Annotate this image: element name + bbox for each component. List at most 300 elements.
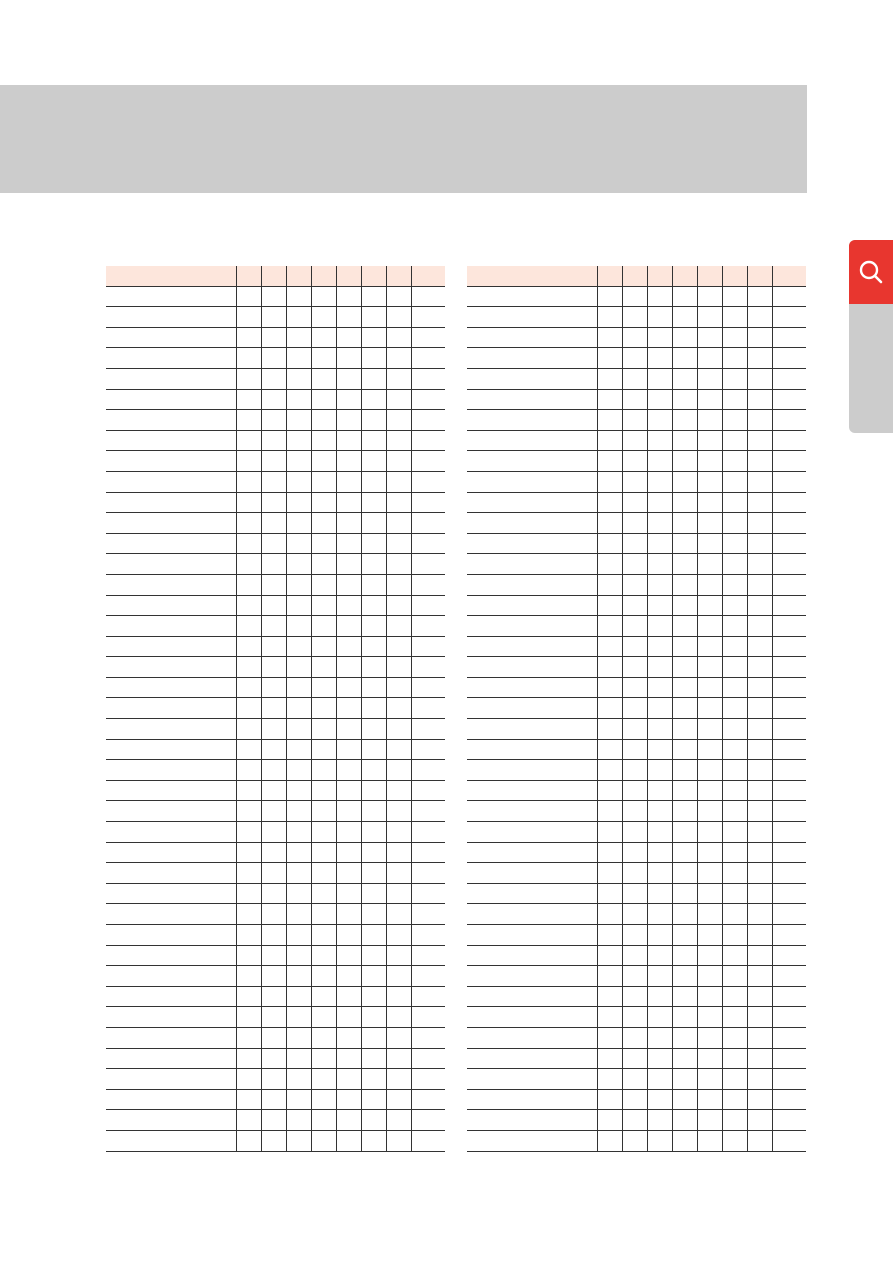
check-cell[interactable] <box>622 677 647 698</box>
check-cell[interactable] <box>672 389 697 410</box>
check-cell[interactable] <box>722 1110 747 1131</box>
search-tab[interactable] <box>849 240 893 304</box>
check-cell[interactable] <box>386 863 411 884</box>
check-cell[interactable] <box>772 822 806 843</box>
check-cell[interactable] <box>747 554 772 575</box>
check-cell[interactable] <box>336 760 361 781</box>
check-cell[interactable] <box>311 636 336 657</box>
check-cell[interactable] <box>747 574 772 595</box>
check-cell[interactable] <box>597 636 622 657</box>
check-cell[interactable] <box>622 822 647 843</box>
check-cell[interactable] <box>647 760 672 781</box>
check-cell[interactable] <box>622 760 647 781</box>
check-cell[interactable] <box>672 1089 697 1110</box>
check-cell[interactable] <box>236 822 261 843</box>
item-cell[interactable] <box>467 574 597 595</box>
check-cell[interactable] <box>647 986 672 1007</box>
check-cell[interactable] <box>622 348 647 369</box>
check-cell[interactable] <box>622 513 647 534</box>
check-cell[interactable] <box>236 1027 261 1048</box>
item-cell[interactable] <box>106 801 236 822</box>
check-cell[interactable] <box>597 348 622 369</box>
item-cell[interactable] <box>467 780 597 801</box>
check-cell[interactable] <box>622 698 647 719</box>
check-cell[interactable] <box>311 533 336 554</box>
check-cell[interactable] <box>672 739 697 760</box>
item-cell[interactable] <box>106 904 236 925</box>
item-cell[interactable] <box>467 368 597 389</box>
check-cell[interactable] <box>772 492 806 513</box>
check-cell[interactable] <box>697 863 722 884</box>
check-cell[interactable] <box>286 327 311 348</box>
check-cell[interactable] <box>261 883 286 904</box>
check-cell[interactable] <box>336 739 361 760</box>
check-cell[interactable] <box>286 307 311 328</box>
check-cell[interactable] <box>361 1089 386 1110</box>
item-cell[interactable] <box>106 471 236 492</box>
check-cell[interactable] <box>386 410 411 431</box>
check-cell[interactable] <box>236 677 261 698</box>
check-cell[interactable] <box>747 1027 772 1048</box>
check-cell[interactable] <box>747 410 772 431</box>
item-cell[interactable] <box>467 801 597 822</box>
check-cell[interactable] <box>697 492 722 513</box>
check-cell[interactable] <box>386 430 411 451</box>
check-cell[interactable] <box>411 1130 445 1151</box>
check-cell[interactable] <box>597 904 622 925</box>
check-cell[interactable] <box>236 698 261 719</box>
item-cell[interactable] <box>467 636 597 657</box>
check-cell[interactable] <box>622 327 647 348</box>
check-cell[interactable] <box>772 760 806 781</box>
check-cell[interactable] <box>697 368 722 389</box>
check-cell[interactable] <box>722 966 747 987</box>
check-cell[interactable] <box>286 657 311 678</box>
check-cell[interactable] <box>411 966 445 987</box>
item-cell[interactable] <box>106 616 236 637</box>
check-cell[interactable] <box>722 780 747 801</box>
check-cell[interactable] <box>336 1069 361 1090</box>
check-cell[interactable] <box>286 595 311 616</box>
check-cell[interactable] <box>336 863 361 884</box>
check-cell[interactable] <box>261 471 286 492</box>
check-cell[interactable] <box>672 533 697 554</box>
check-cell[interactable] <box>747 430 772 451</box>
check-cell[interactable] <box>697 677 722 698</box>
check-cell[interactable] <box>772 1027 806 1048</box>
check-cell[interactable] <box>261 410 286 431</box>
check-cell[interactable] <box>361 471 386 492</box>
check-cell[interactable] <box>411 719 445 740</box>
check-cell[interactable] <box>747 513 772 534</box>
check-cell[interactable] <box>261 801 286 822</box>
check-cell[interactable] <box>386 945 411 966</box>
check-cell[interactable] <box>672 451 697 472</box>
check-cell[interactable] <box>311 410 336 431</box>
item-cell[interactable] <box>106 966 236 987</box>
check-cell[interactable] <box>622 368 647 389</box>
check-cell[interactable] <box>747 842 772 863</box>
check-cell[interactable] <box>336 1048 361 1069</box>
check-cell[interactable] <box>622 1007 647 1028</box>
item-cell[interactable] <box>467 760 597 781</box>
check-cell[interactable] <box>361 554 386 575</box>
item-cell[interactable] <box>106 327 236 348</box>
check-cell[interactable] <box>261 554 286 575</box>
check-cell[interactable] <box>361 904 386 925</box>
check-cell[interactable] <box>261 307 286 328</box>
check-cell[interactable] <box>411 1048 445 1069</box>
check-cell[interactable] <box>386 780 411 801</box>
check-cell[interactable] <box>261 925 286 946</box>
check-cell[interactable] <box>411 595 445 616</box>
item-cell[interactable] <box>106 368 236 389</box>
item-cell[interactable] <box>106 698 236 719</box>
check-cell[interactable] <box>236 904 261 925</box>
check-cell[interactable] <box>747 719 772 740</box>
check-cell[interactable] <box>672 574 697 595</box>
check-cell[interactable] <box>311 966 336 987</box>
check-cell[interactable] <box>311 574 336 595</box>
check-cell[interactable] <box>722 657 747 678</box>
check-cell[interactable] <box>261 348 286 369</box>
check-cell[interactable] <box>597 719 622 740</box>
item-cell[interactable] <box>467 616 597 637</box>
item-cell[interactable] <box>106 863 236 884</box>
check-cell[interactable] <box>236 307 261 328</box>
item-cell[interactable] <box>106 945 236 966</box>
check-cell[interactable] <box>286 801 311 822</box>
check-cell[interactable] <box>411 410 445 431</box>
check-cell[interactable] <box>597 657 622 678</box>
check-cell[interactable] <box>411 677 445 698</box>
check-cell[interactable] <box>597 451 622 472</box>
check-cell[interactable] <box>261 904 286 925</box>
check-cell[interactable] <box>411 574 445 595</box>
item-cell[interactable] <box>467 1007 597 1028</box>
check-cell[interactable] <box>772 410 806 431</box>
check-cell[interactable] <box>772 554 806 575</box>
check-cell[interactable] <box>672 513 697 534</box>
check-cell[interactable] <box>597 1007 622 1028</box>
check-cell[interactable] <box>722 842 747 863</box>
item-cell[interactable] <box>106 1130 236 1151</box>
check-cell[interactable] <box>747 677 772 698</box>
check-cell[interactable] <box>647 595 672 616</box>
check-cell[interactable] <box>336 801 361 822</box>
item-cell[interactable] <box>106 1027 236 1048</box>
check-cell[interactable] <box>647 719 672 740</box>
item-cell[interactable] <box>467 719 597 740</box>
check-cell[interactable] <box>672 1069 697 1090</box>
check-cell[interactable] <box>336 554 361 575</box>
check-cell[interactable] <box>647 574 672 595</box>
check-cell[interactable] <box>647 451 672 472</box>
check-cell[interactable] <box>597 1130 622 1151</box>
check-cell[interactable] <box>697 451 722 472</box>
item-cell[interactable] <box>467 513 597 534</box>
check-cell[interactable] <box>622 636 647 657</box>
check-cell[interactable] <box>311 348 336 369</box>
check-cell[interactable] <box>236 348 261 369</box>
check-cell[interactable] <box>722 1130 747 1151</box>
check-cell[interactable] <box>386 307 411 328</box>
item-cell[interactable] <box>467 1089 597 1110</box>
check-cell[interactable] <box>697 822 722 843</box>
check-cell[interactable] <box>311 883 336 904</box>
check-cell[interactable] <box>622 657 647 678</box>
check-cell[interactable] <box>672 986 697 1007</box>
check-cell[interactable] <box>672 1048 697 1069</box>
check-cell[interactable] <box>261 698 286 719</box>
check-cell[interactable] <box>722 430 747 451</box>
check-cell[interactable] <box>411 945 445 966</box>
check-cell[interactable] <box>261 389 286 410</box>
check-cell[interactable] <box>697 657 722 678</box>
check-cell[interactable] <box>286 1130 311 1151</box>
check-cell[interactable] <box>622 471 647 492</box>
item-cell[interactable] <box>467 1130 597 1151</box>
check-cell[interactable] <box>597 945 622 966</box>
check-cell[interactable] <box>622 842 647 863</box>
check-cell[interactable] <box>722 698 747 719</box>
check-cell[interactable] <box>622 739 647 760</box>
check-cell[interactable] <box>772 863 806 884</box>
check-cell[interactable] <box>622 616 647 637</box>
check-cell[interactable] <box>722 410 747 431</box>
check-cell[interactable] <box>361 286 386 307</box>
check-cell[interactable] <box>236 986 261 1007</box>
item-cell[interactable] <box>106 286 236 307</box>
check-cell[interactable] <box>311 863 336 884</box>
check-cell[interactable] <box>697 986 722 1007</box>
check-cell[interactable] <box>672 1110 697 1131</box>
check-cell[interactable] <box>336 883 361 904</box>
check-cell[interactable] <box>597 1069 622 1090</box>
check-cell[interactable] <box>597 533 622 554</box>
check-cell[interactable] <box>286 533 311 554</box>
check-cell[interactable] <box>336 1007 361 1028</box>
check-cell[interactable] <box>311 945 336 966</box>
check-cell[interactable] <box>261 368 286 389</box>
check-cell[interactable] <box>747 492 772 513</box>
check-cell[interactable] <box>336 780 361 801</box>
item-cell[interactable] <box>106 657 236 678</box>
check-cell[interactable] <box>722 1027 747 1048</box>
check-cell[interactable] <box>261 286 286 307</box>
check-cell[interactable] <box>597 883 622 904</box>
check-cell[interactable] <box>672 1130 697 1151</box>
check-cell[interactable] <box>361 657 386 678</box>
check-cell[interactable] <box>747 945 772 966</box>
check-cell[interactable] <box>747 966 772 987</box>
check-cell[interactable] <box>772 657 806 678</box>
check-cell[interactable] <box>336 986 361 1007</box>
check-cell[interactable] <box>336 636 361 657</box>
check-cell[interactable] <box>772 595 806 616</box>
check-cell[interactable] <box>286 554 311 575</box>
check-cell[interactable] <box>311 513 336 534</box>
check-cell[interactable] <box>647 492 672 513</box>
check-cell[interactable] <box>361 513 386 534</box>
check-cell[interactable] <box>261 513 286 534</box>
check-cell[interactable] <box>386 1027 411 1048</box>
check-cell[interactable] <box>747 286 772 307</box>
item-cell[interactable] <box>467 471 597 492</box>
check-cell[interactable] <box>236 760 261 781</box>
check-cell[interactable] <box>236 925 261 946</box>
check-cell[interactable] <box>261 451 286 472</box>
check-cell[interactable] <box>236 1007 261 1028</box>
check-cell[interactable] <box>286 698 311 719</box>
check-cell[interactable] <box>386 719 411 740</box>
item-cell[interactable] <box>106 760 236 781</box>
check-cell[interactable] <box>286 574 311 595</box>
check-cell[interactable] <box>647 348 672 369</box>
check-cell[interactable] <box>647 966 672 987</box>
check-cell[interactable] <box>772 986 806 1007</box>
check-cell[interactable] <box>361 616 386 637</box>
item-cell[interactable] <box>106 677 236 698</box>
check-cell[interactable] <box>647 698 672 719</box>
item-cell[interactable] <box>467 451 597 472</box>
check-cell[interactable] <box>722 883 747 904</box>
item-cell[interactable] <box>467 1027 597 1048</box>
item-cell[interactable] <box>467 1048 597 1069</box>
check-cell[interactable] <box>411 368 445 389</box>
check-cell[interactable] <box>672 348 697 369</box>
check-cell[interactable] <box>386 595 411 616</box>
check-cell[interactable] <box>722 389 747 410</box>
check-cell[interactable] <box>411 780 445 801</box>
check-cell[interactable] <box>336 327 361 348</box>
check-cell[interactable] <box>772 286 806 307</box>
check-cell[interactable] <box>722 863 747 884</box>
check-cell[interactable] <box>747 739 772 760</box>
check-cell[interactable] <box>361 677 386 698</box>
check-cell[interactable] <box>772 883 806 904</box>
check-cell[interactable] <box>236 554 261 575</box>
check-cell[interactable] <box>361 966 386 987</box>
check-cell[interactable] <box>411 389 445 410</box>
check-cell[interactable] <box>411 657 445 678</box>
check-cell[interactable] <box>236 286 261 307</box>
item-cell[interactable] <box>467 904 597 925</box>
check-cell[interactable] <box>336 410 361 431</box>
check-cell[interactable] <box>647 780 672 801</box>
check-cell[interactable] <box>622 451 647 472</box>
check-cell[interactable] <box>747 1110 772 1131</box>
item-cell[interactable] <box>467 327 597 348</box>
check-cell[interactable] <box>622 492 647 513</box>
check-cell[interactable] <box>722 719 747 740</box>
check-cell[interactable] <box>597 327 622 348</box>
check-cell[interactable] <box>672 636 697 657</box>
check-cell[interactable] <box>261 616 286 637</box>
check-cell[interactable] <box>261 327 286 348</box>
check-cell[interactable] <box>697 966 722 987</box>
check-cell[interactable] <box>697 842 722 863</box>
check-cell[interactable] <box>597 574 622 595</box>
check-cell[interactable] <box>361 925 386 946</box>
check-cell[interactable] <box>672 368 697 389</box>
check-cell[interactable] <box>311 368 336 389</box>
check-cell[interactable] <box>261 760 286 781</box>
check-cell[interactable] <box>361 430 386 451</box>
check-cell[interactable] <box>386 1089 411 1110</box>
check-cell[interactable] <box>261 1027 286 1048</box>
check-cell[interactable] <box>261 636 286 657</box>
check-cell[interactable] <box>386 801 411 822</box>
check-cell[interactable] <box>722 616 747 637</box>
check-cell[interactable] <box>647 945 672 966</box>
item-cell[interactable] <box>467 1069 597 1090</box>
check-cell[interactable] <box>386 616 411 637</box>
check-cell[interactable] <box>286 1048 311 1069</box>
check-cell[interactable] <box>772 430 806 451</box>
check-cell[interactable] <box>336 719 361 740</box>
check-cell[interactable] <box>772 842 806 863</box>
check-cell[interactable] <box>361 863 386 884</box>
check-cell[interactable] <box>697 698 722 719</box>
check-cell[interactable] <box>361 492 386 513</box>
check-cell[interactable] <box>411 1110 445 1131</box>
check-cell[interactable] <box>261 739 286 760</box>
check-cell[interactable] <box>697 780 722 801</box>
check-cell[interactable] <box>772 616 806 637</box>
check-cell[interactable] <box>647 1089 672 1110</box>
check-cell[interactable] <box>672 780 697 801</box>
check-cell[interactable] <box>411 1089 445 1110</box>
check-cell[interactable] <box>697 1027 722 1048</box>
check-cell[interactable] <box>772 389 806 410</box>
check-cell[interactable] <box>647 471 672 492</box>
check-cell[interactable] <box>747 348 772 369</box>
check-cell[interactable] <box>772 307 806 328</box>
check-cell[interactable] <box>386 574 411 595</box>
check-cell[interactable] <box>772 636 806 657</box>
check-cell[interactable] <box>236 533 261 554</box>
check-cell[interactable] <box>286 863 311 884</box>
check-cell[interactable] <box>722 286 747 307</box>
check-cell[interactable] <box>286 492 311 513</box>
check-cell[interactable] <box>336 657 361 678</box>
check-cell[interactable] <box>361 595 386 616</box>
check-cell[interactable] <box>286 945 311 966</box>
check-cell[interactable] <box>697 286 722 307</box>
check-cell[interactable] <box>336 677 361 698</box>
check-cell[interactable] <box>597 925 622 946</box>
check-cell[interactable] <box>386 286 411 307</box>
check-cell[interactable] <box>361 739 386 760</box>
check-cell[interactable] <box>236 1110 261 1131</box>
check-cell[interactable] <box>747 883 772 904</box>
check-cell[interactable] <box>236 368 261 389</box>
item-cell[interactable] <box>106 719 236 740</box>
check-cell[interactable] <box>361 327 386 348</box>
check-cell[interactable] <box>236 945 261 966</box>
item-cell[interactable] <box>106 410 236 431</box>
check-cell[interactable] <box>747 616 772 637</box>
check-cell[interactable] <box>286 986 311 1007</box>
item-cell[interactable] <box>467 883 597 904</box>
check-cell[interactable] <box>672 430 697 451</box>
item-cell[interactable] <box>467 348 597 369</box>
check-cell[interactable] <box>311 1007 336 1028</box>
check-cell[interactable] <box>361 842 386 863</box>
item-cell[interactable] <box>467 677 597 698</box>
check-cell[interactable] <box>411 1069 445 1090</box>
